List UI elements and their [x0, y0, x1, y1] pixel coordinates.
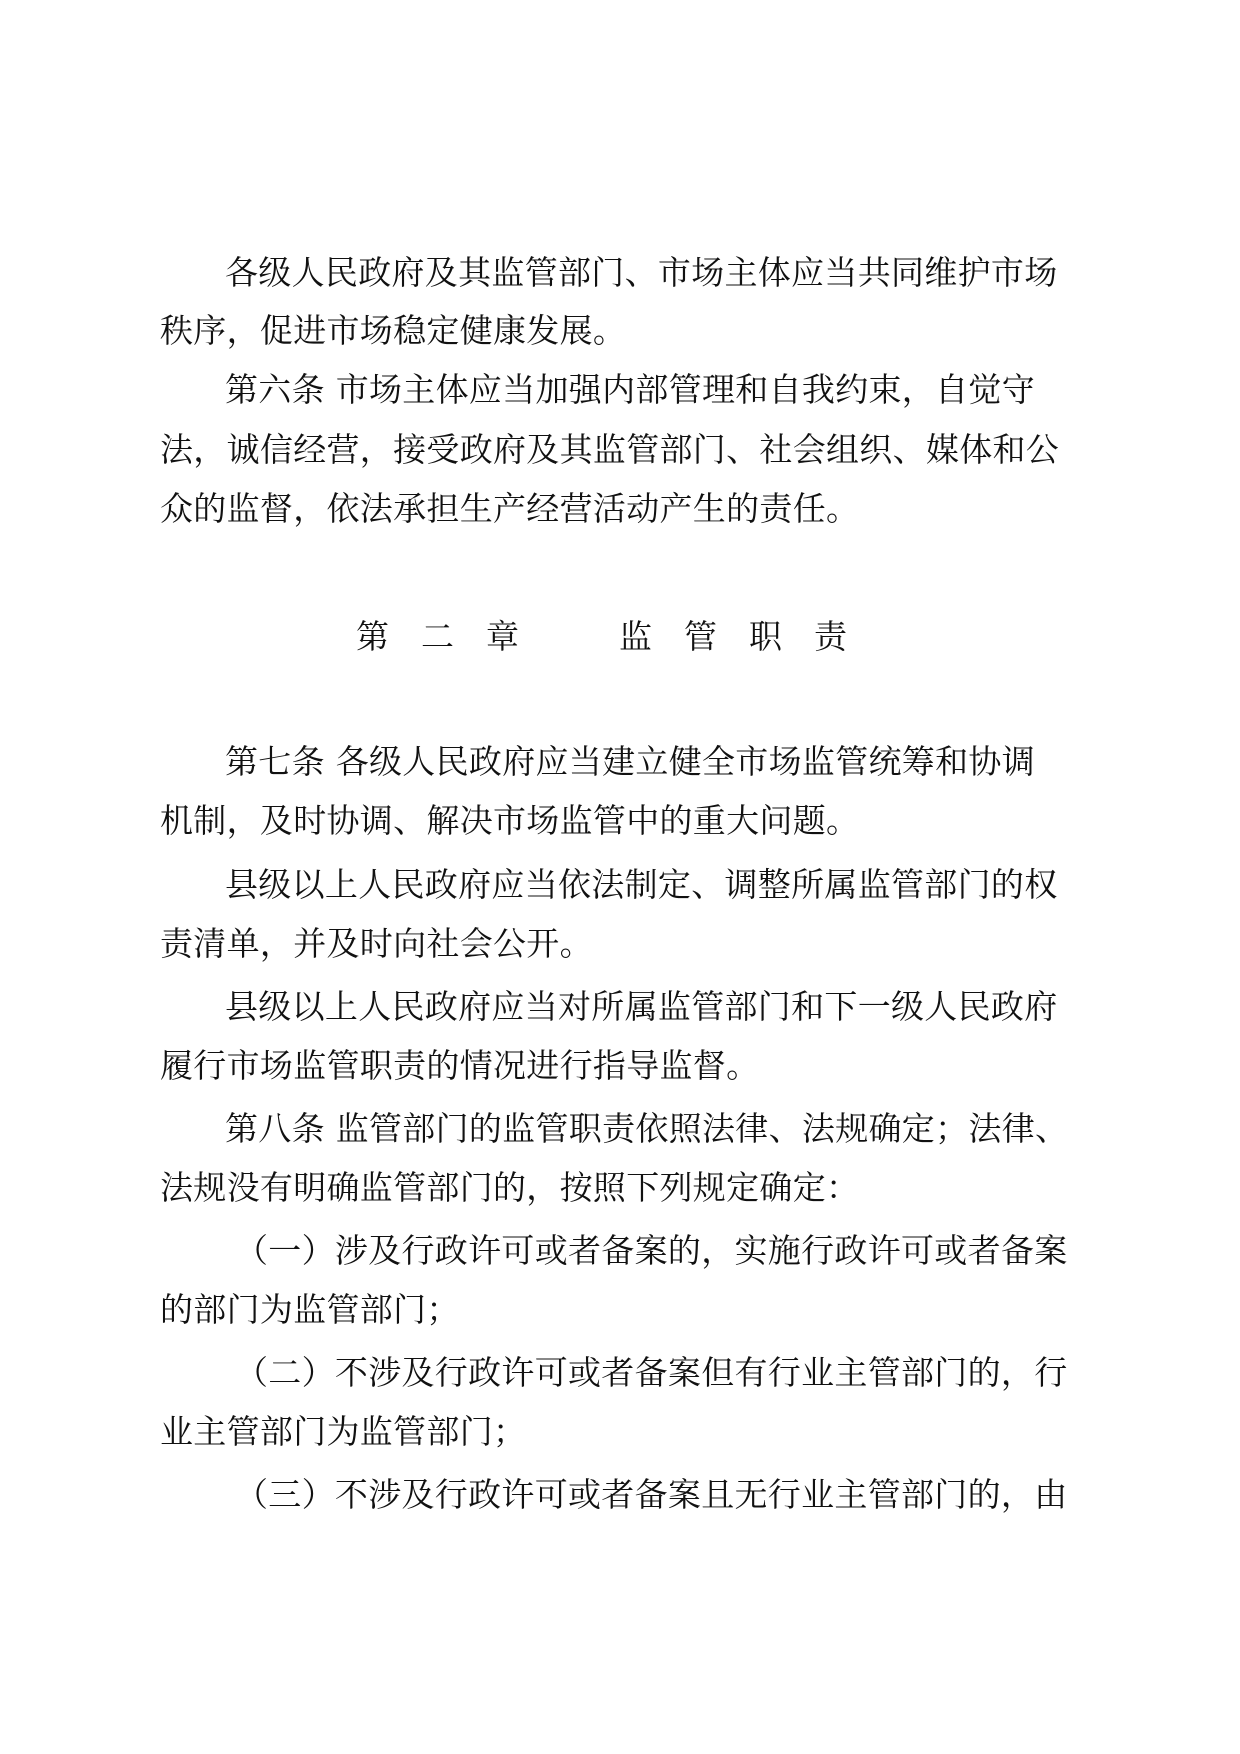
paragraph-line: 业主管部门为监管部门；	[160, 1412, 527, 1451]
paragraph-line: 县级以上人民政府应当对所属监管部门和下一级人民政府	[225, 987, 1058, 1026]
paragraph-line: 机制，及时协调、解决市场监管中的重大问题。	[160, 801, 860, 840]
chapter-number-char: 二	[421, 617, 454, 656]
chapter-number-char: 章	[486, 617, 519, 656]
article-8-line: 第八条 监管部门的监管职责依照法律、法规确定；法律、	[225, 1109, 1069, 1148]
list-item-line: （三）不涉及行政许可或者备案且无行业主管部门的，由	[235, 1475, 1068, 1514]
paragraph-line: 各级人民政府及其监管部门、市场主体应当共同维护市场	[225, 253, 1058, 292]
paragraph-line: 众的监督，依法承担生产经营活动产生的责任。	[160, 489, 860, 528]
chapter-number-char: 第	[356, 617, 389, 656]
paragraph-line: 县级以上人民政府应当依法制定、调整所属监管部门的权	[225, 865, 1058, 904]
list-item-line: （二）不涉及行政许可或者备案但有行业主管部门的，行	[235, 1353, 1068, 1392]
paragraph-line: 秩序，促进市场稳定健康发展。	[160, 311, 627, 350]
chapter-title-char: 监	[619, 617, 652, 656]
chapter-title-char: 管	[684, 617, 717, 656]
paragraph-line: 履行市场监管职责的情况进行指导监督。	[160, 1046, 760, 1085]
chapter-title-char: 职	[749, 617, 782, 656]
article-7-line: 第七条 各级人民政府应当建立健全市场监管统筹和协调	[225, 742, 1035, 781]
list-item-line: （一）涉及行政许可或者备案的，实施行政许可或者备案	[235, 1231, 1068, 1270]
paragraph-line: 的部门为监管部门；	[160, 1290, 460, 1329]
paragraph-line: 责清单，并及时向社会公开。	[160, 924, 593, 963]
paragraph-line: 法规没有明确监管部门的，按照下列规定确定：	[160, 1168, 860, 1207]
chapter-heading	[0, 612, 1240, 662]
chapter-title-char: 责	[814, 617, 847, 656]
article-6-line: 第六条 市场主体应当加强内部管理和自我约束，自觉守	[225, 370, 1035, 409]
paragraph-line: 法，诚信经营，接受政府及其监管部门、社会组织、媒体和公	[160, 430, 1060, 469]
